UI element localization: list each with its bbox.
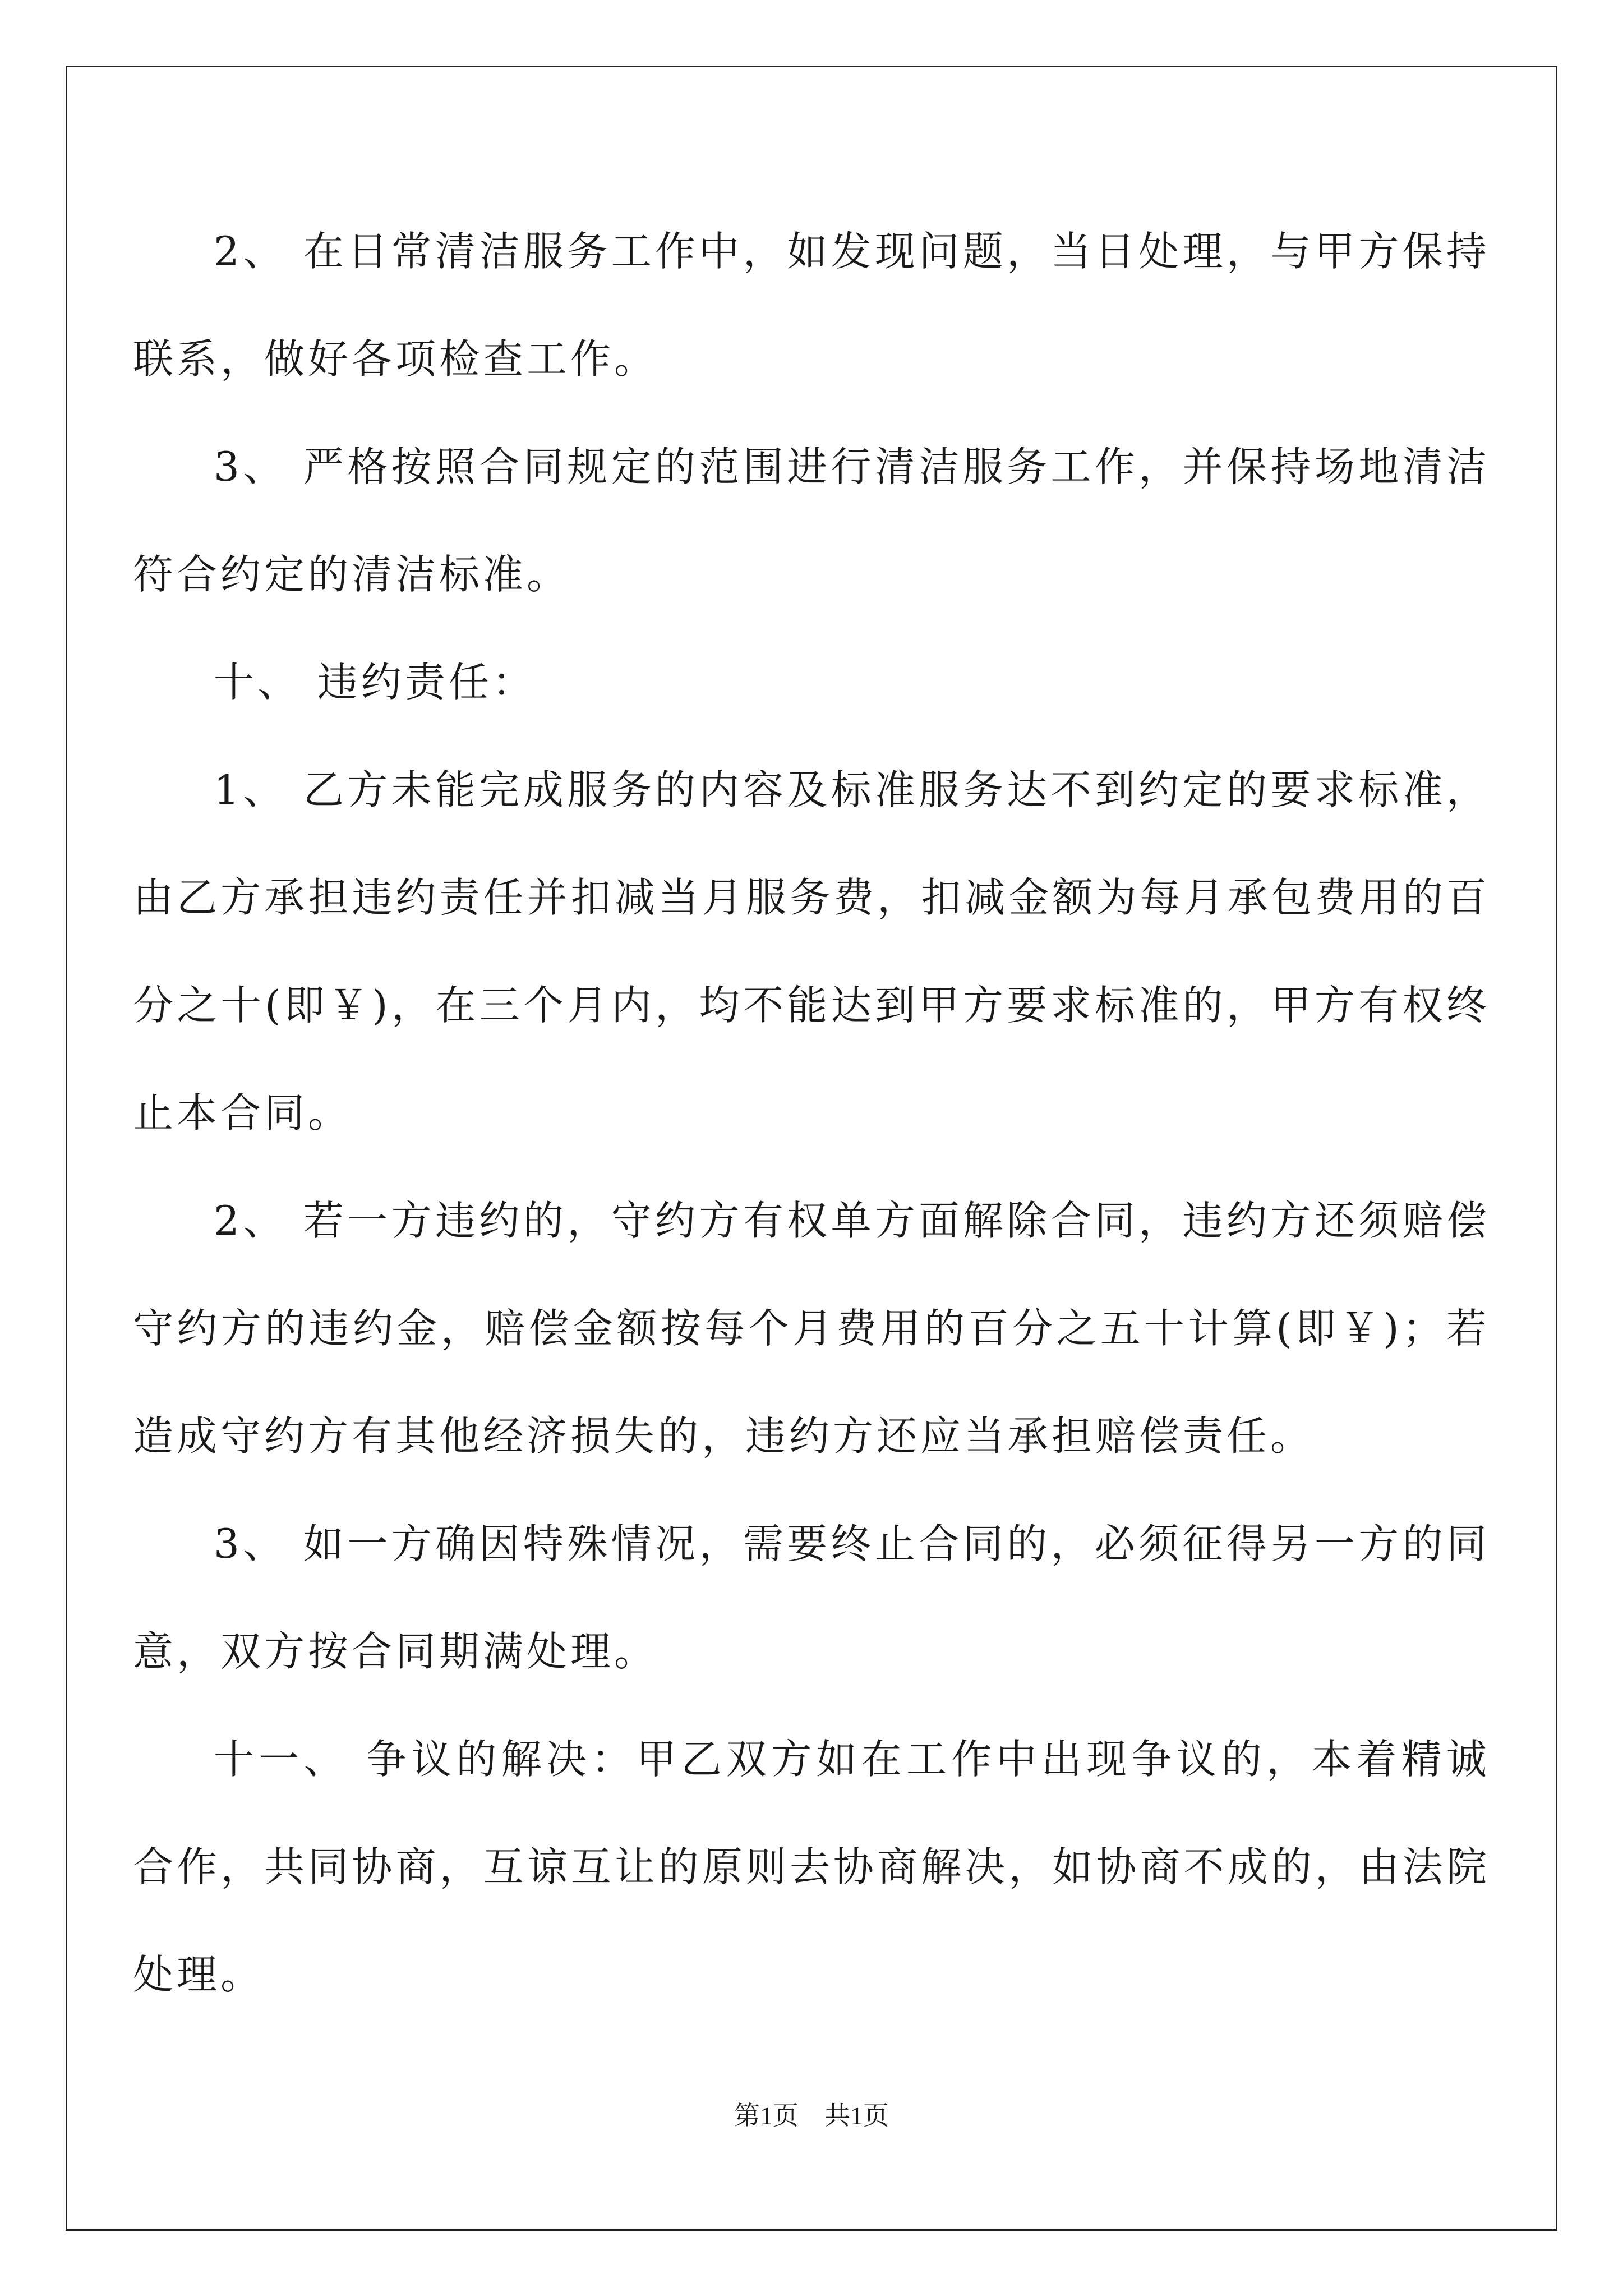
clause-paragraph: 3、 如一方确因特殊情况，需要终止合同的，必须征得另一方的同意，双方按合同期满处理。 [133, 1520, 1490, 1675]
clause-paragraph: 2、 若一方违约的，守约方有权单方面解除合同，违约方还须赔偿守约方的违约金，赔偿金额按每个月费用的百分之五十计算(即￥)；若造成守约方有其他经济损失的，违约方还应当承担赔偿责任。 [133, 1197, 1490, 1460]
page-total: 共1页 [824, 2101, 889, 2130]
section-dispute-resolution: 十一、 争议的解决：甲乙双方如在工作中出现争议的，本着精诚合作，共同协商，互谅互让的原则去协商解决，如协商不成的，由法院处理。 [133, 1736, 1490, 1998]
clause-paragraph: 2、 在日常清洁服务工作中，如发现问题，当日处理，与甲方保持联系，做好各项检查工作。 [133, 228, 1490, 383]
clause-paragraph: 1、 乙方未能完成服务的内容及标准服务达不到约定的要求标准，由乙方承担违约责任并扣减当月服务费，扣减金额为每月承包费用的百分之十(即￥)，在三个月内，均不能达到甲方要求标准的，甲方有权终止本合同。 [133, 766, 1490, 1137]
section-heading-breach: 十、 违约责任： [214, 659, 536, 706]
clause-paragraph: 3、 严格按照合同规定的范围进行清洁服务工作，并保持场地清洁符合约定的清洁标准。 [133, 443, 1490, 598]
page-footer [0, 2099, 1623, 2133]
page-number: 第1页 [734, 2101, 799, 2130]
